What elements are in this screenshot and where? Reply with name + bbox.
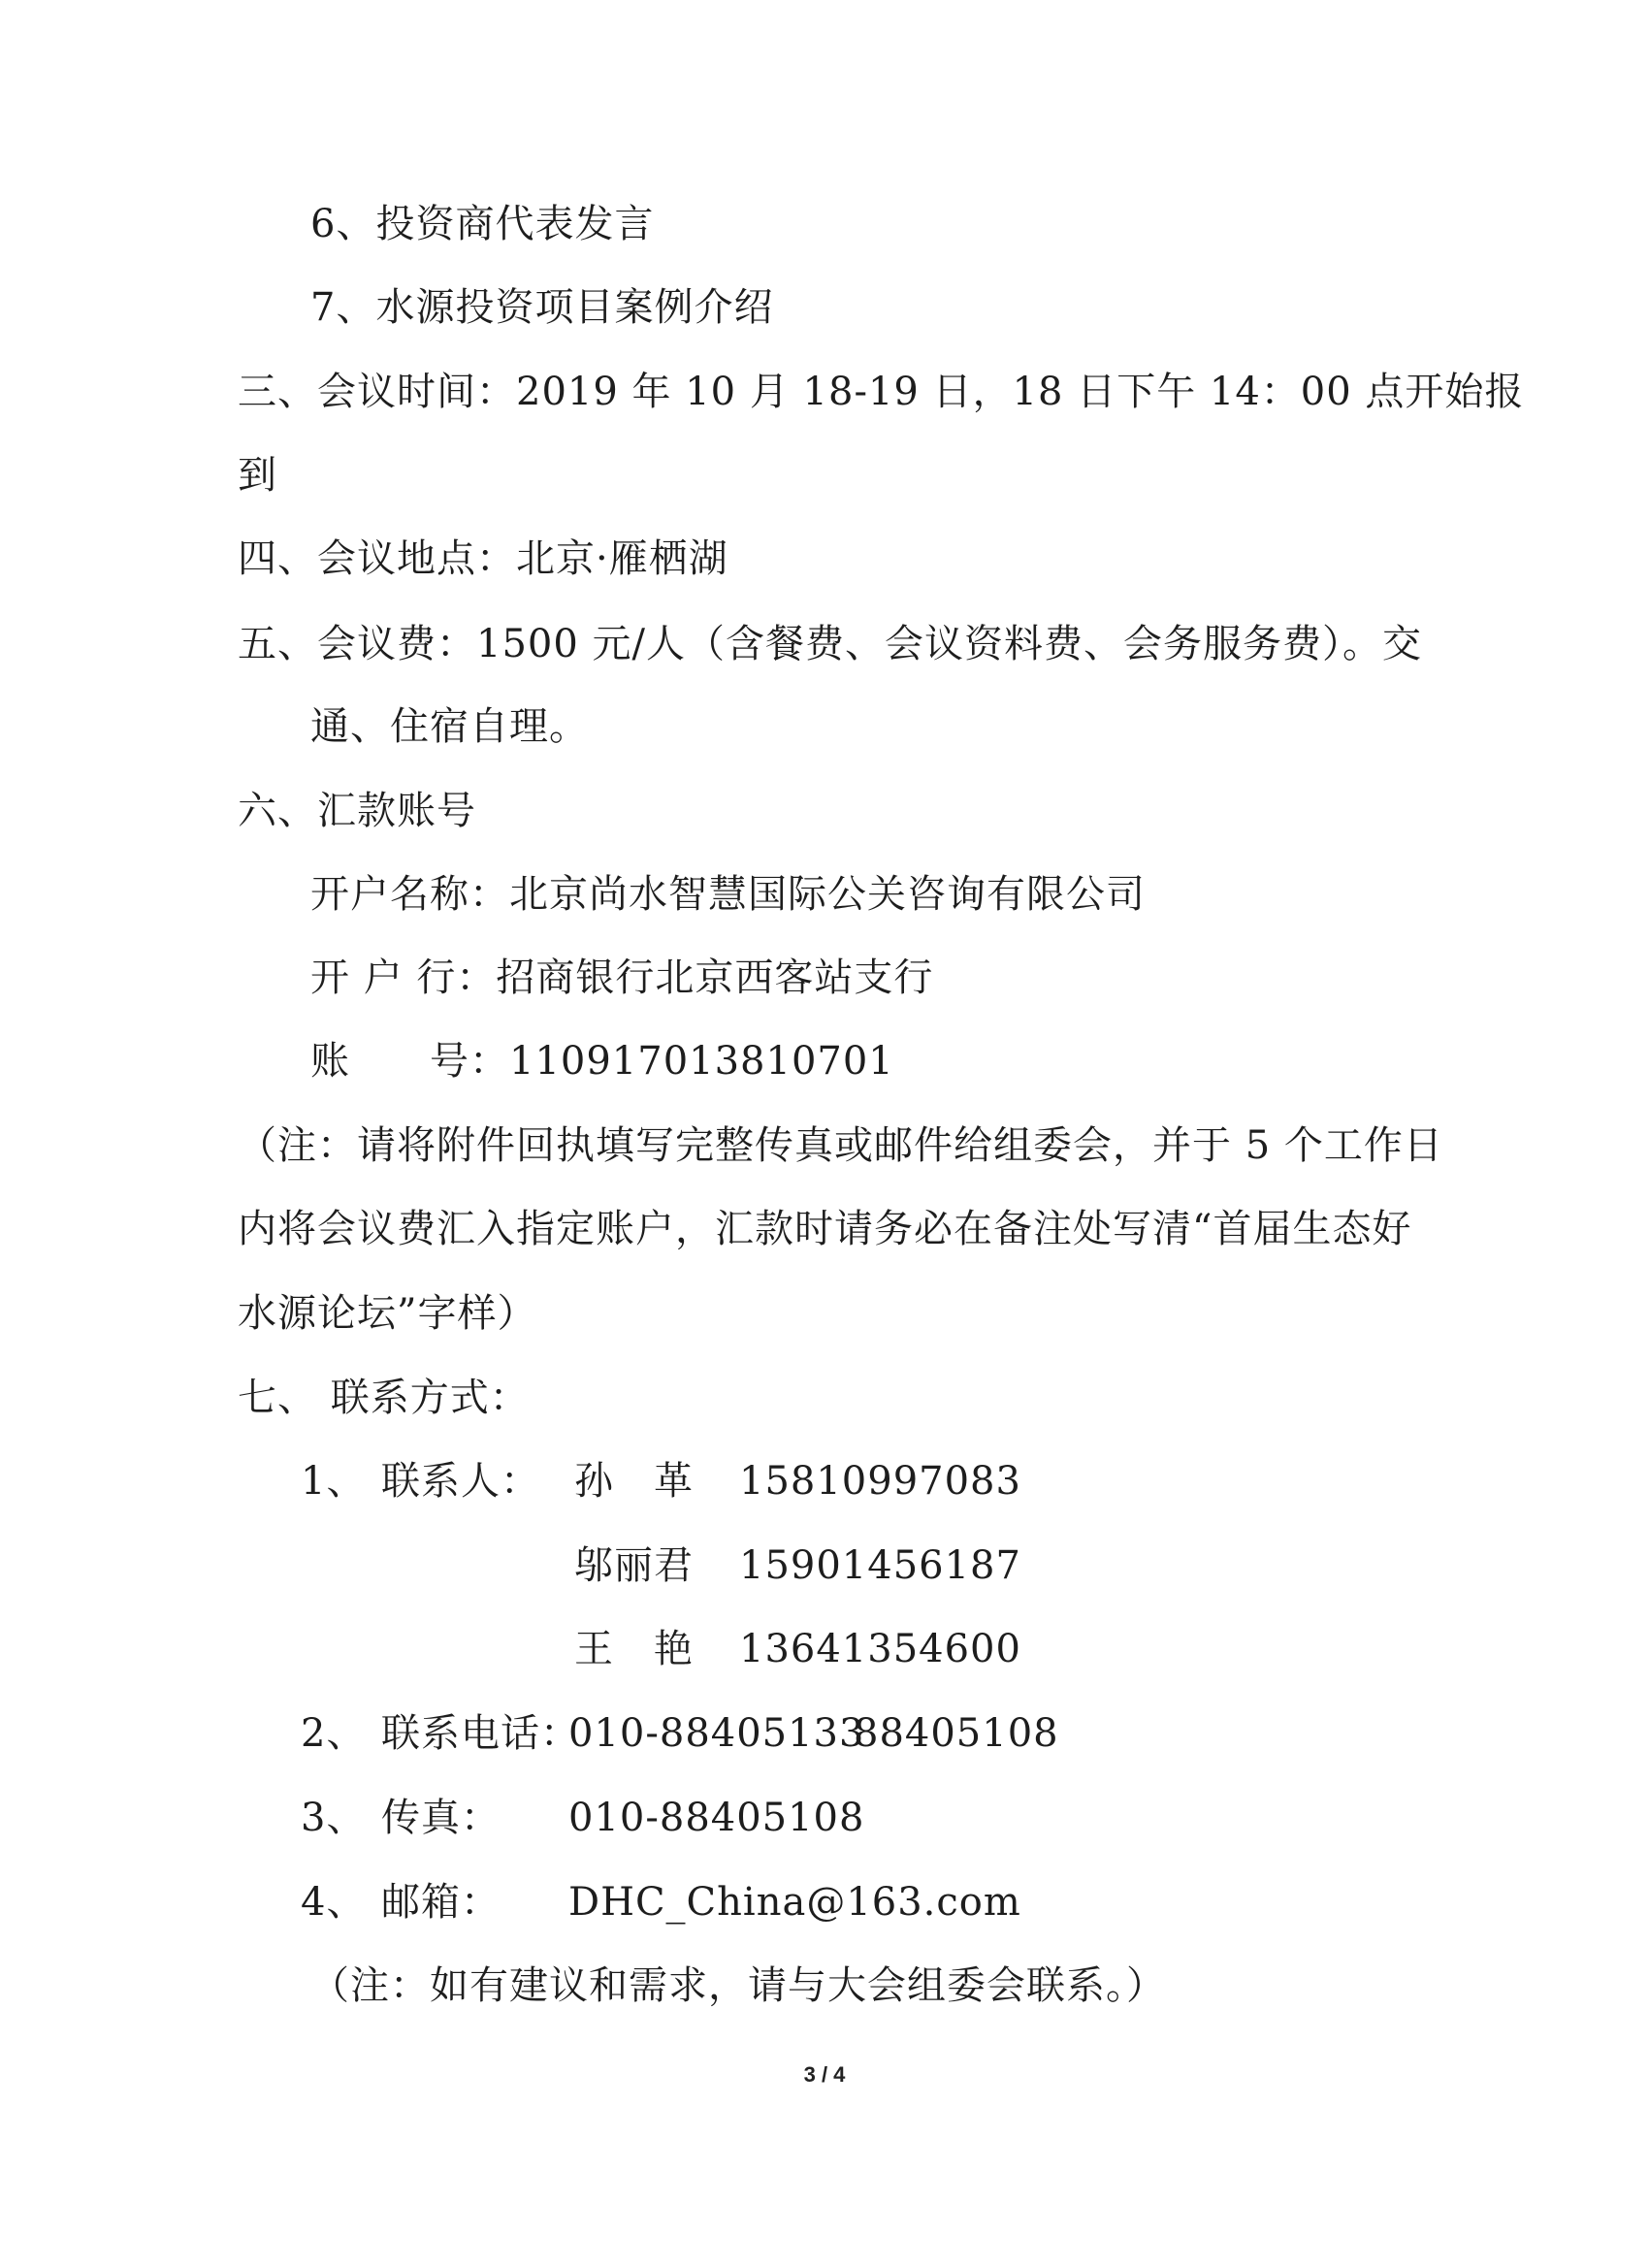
phone-label: 联系电话： [381,1711,580,1756]
contact-index: 1、 [301,1459,367,1504]
contact-name: 孙 革 [574,1459,694,1504]
note-remittance: （注：请将附件回执填写完整传真或邮件给组委会，并于 5 个工作日 [238,1123,1443,1168]
item-6: 6、投资商代表发言 [310,202,655,246]
email-value: DHC_China@163.com [568,1880,1021,1925]
account-name: 开户名称：北京尚水智慧国际公关咨询有限公司 [310,872,1146,917]
section-4-meeting-place: 四、会议地点：北京·雁栖湖 [238,536,728,581]
contact-phone: 15810997083 [739,1459,1021,1504]
account-number: 账 号：110917013810701 [310,1039,894,1084]
contact-name: 王 艳 [574,1627,694,1671]
phone-value: 010-88405133 [568,1711,865,1756]
fax-label: 传真： [381,1796,501,1840]
note-remittance-cont2: 水源论坛”字样） [238,1291,537,1336]
contact-index: 2、 [301,1711,367,1756]
section-7-contact: 七、 联系方式： [238,1376,530,1420]
section-5-meeting-fee: 五、会议费：1500 元/人（含餐费、会议资料费、会务服务费）。交 [238,622,1422,666]
contact-phone: 15901456187 [739,1543,1021,1588]
section-5-meeting-fee-cont: 通、住宿自理。 [310,704,589,749]
email-label: 邮箱： [381,1880,501,1925]
page-number: 3 / 4 [803,2062,846,2087]
account-bank: 开 户 行：招商银行北京西客站支行 [310,956,934,1000]
phone-value-2: 88405108 [854,1711,1059,1756]
section-3-meeting-time: 三、会议时间：2019 年 10 月 18-19 日，18 日下午 14：00 点开始报 [238,370,1525,414]
fax-value: 010-88405108 [568,1796,865,1840]
contact-index: 3、 [301,1796,367,1840]
note-remittance-cont1: 内将会议费汇入指定账户，汇款时请务必在备注处写清“首届生态好 [238,1207,1412,1251]
contact-name: 邬丽君 [574,1543,694,1588]
contact-phone: 13641354600 [739,1627,1021,1671]
contact-person-label: 联系人： [381,1459,540,1504]
note-contact: （注：如有建议和需求，请与大会组委会联系。） [310,1963,1166,2008]
item-7: 7、水源投资项目案例介绍 [310,285,774,330]
contact-index: 4、 [301,1880,367,1925]
section-3-meeting-time-cont: 到 [238,453,277,498]
section-6-remittance: 六、汇款账号 [238,789,476,833]
